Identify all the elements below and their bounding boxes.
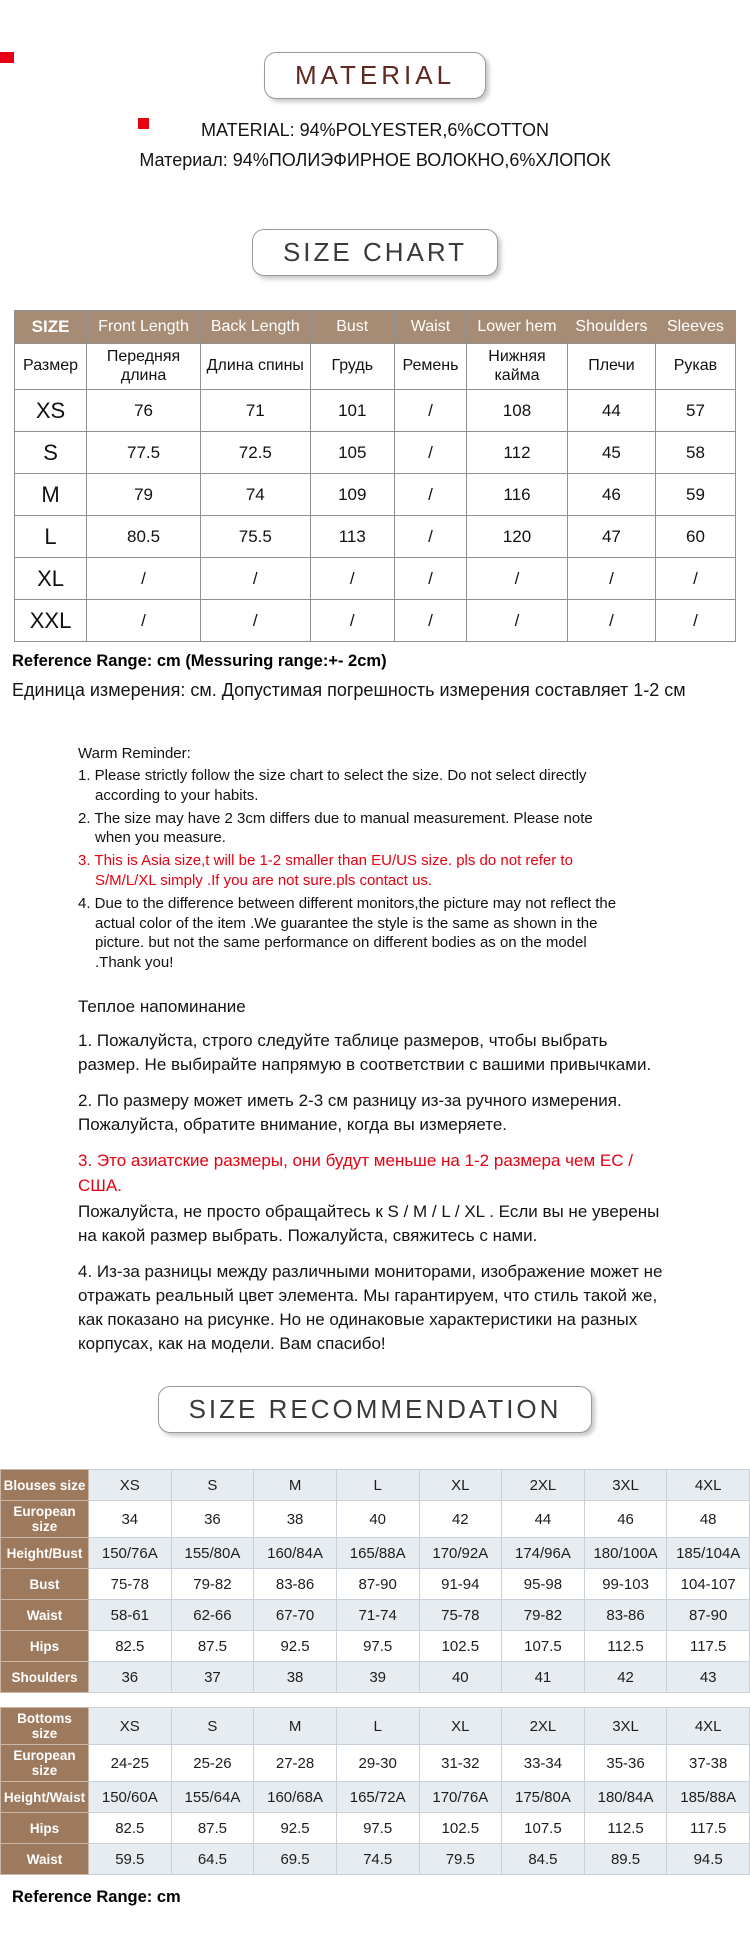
recommendation-value: 107.5 [502,1813,585,1844]
measurement-value: / [394,432,466,474]
material-info [0,115,750,175]
recommendation-value: 79.5 [419,1844,502,1875]
measurement-value: / [655,558,735,600]
row-label: Waist [1,1600,89,1631]
row-label: Bottoms size [1,1708,89,1745]
recommendation-value: 185/88A [667,1782,750,1813]
reminder-item: 3. Это азиатские размеры, они будут меньше на 1-2 размера чем ЕС / США. [78,1151,633,1195]
measurement-value: / [467,558,568,600]
measurement-value: 77.5 [87,432,201,474]
recommendation-value: 107.5 [502,1631,585,1662]
recommendation-value: 84.5 [502,1844,585,1875]
size-chart-note-ru: Единица измерения: см. Допустимая погрешность измерения составляет 1-2 см [12,680,686,700]
size-label: S [15,432,87,474]
column-header-ru: Плечи [567,344,655,390]
recommendation-value: 43 [667,1662,750,1693]
size-chart-row [15,600,736,642]
row-label: European size [1,1501,89,1538]
recommendation-value: 117.5 [667,1813,750,1844]
recommendation-row [1,1470,750,1501]
measurement-value: 75.5 [201,516,311,558]
size-chart-note-en: Reference Range: cm (Messuring range:+- 2cm) [12,652,387,670]
size-label: L [15,516,87,558]
recommendation-value: 155/80A [171,1538,254,1569]
measurement-value: 71 [201,390,311,432]
column-header-ru: Длина спины [201,344,311,390]
material-section-title: MATERIAL [294,60,456,90]
reminder-item: 2. По размеру может иметь 2-3 см разницу из-за ручного измерения. Пожалуйста, обратите внимание, когда вы измеряете. [78,1091,622,1135]
recommendation-value: 37 [171,1662,254,1693]
warm-reminder-title: Warm Reminder: [78,745,191,762]
recommendation-value: XL [419,1708,502,1745]
recommendation-value: S [171,1708,254,1745]
recommendation-value: 79-82 [502,1600,585,1631]
recommendation-value: 160/84A [254,1538,337,1569]
recommendation-row [1,1813,750,1844]
recommendation-row [1,1569,750,1600]
size-chart-body [15,390,736,642]
column-header-ru: Ремень [394,344,466,390]
size-chart-header-ru [15,344,736,390]
size-chart-row [15,474,736,516]
column-header-ru: Передняя длина [87,344,201,390]
recommendation-value: 33-34 [502,1745,585,1782]
recommendation-value: 87-90 [336,1569,419,1600]
recommendation-value: S [171,1470,254,1501]
recommendation-value: 42 [419,1501,502,1538]
size-recommendation-title-box [158,1386,593,1433]
column-header-en: Lower hem [467,311,568,344]
recommendation-value: 79-82 [171,1569,254,1600]
recommendation-value: 83-86 [254,1569,337,1600]
measurement-value: 44 [567,390,655,432]
recommendation-value: 59.5 [89,1844,172,1875]
row-label: Blouses size [1,1470,89,1501]
measurement-value: / [394,558,466,600]
recommendation-value: 3XL [584,1708,667,1745]
measurement-value: / [310,600,394,642]
column-header-ru: Нижняя кайма [467,344,568,390]
column-header-en: Shoulders [567,311,655,344]
recommendation-value: 175/80A [502,1782,585,1813]
reminder-item: 1. Пожалуйста, строго следуйте таблице размеров, чтобы выбрать размер. Не выбирайте напрямую в соответствии с вашими привычками. [78,1030,652,1075]
material-title-box [264,52,486,99]
row-label: Hips [1,1813,89,1844]
recommendation-value: 29-30 [336,1745,419,1782]
reminder-item: 3. This is Asia size,t will be 1-2 smaller than EU/US size. pls do not refer to S/M/L/XL simply .If you are not sure.pls contact us. [78,852,573,889]
blouses-size-table [0,1469,750,1693]
recommendation-value: 35-36 [584,1745,667,1782]
recommendation-value: 38 [254,1501,337,1538]
measurement-value: 47 [567,516,655,558]
size-recommendation-title: SIZE RECOMMENDATION [188,1394,562,1425]
recommendation-value: XL [419,1470,502,1501]
measurement-value: / [394,600,466,642]
column-header-ru: Грудь [310,344,394,390]
recommendation-value: 87.5 [171,1813,254,1844]
measurement-value: 113 [310,516,394,558]
column-header-en: Back Length [201,311,311,344]
recommendation-value: 4XL [667,1708,750,1745]
measurement-value: 101 [310,390,394,432]
material-line-ru: Материал: 94%ПОЛИЭФИРНОЕ ВОЛОКНО,6%ХЛОПОК [139,150,611,170]
measurement-value: 120 [467,516,568,558]
row-label: Height/Bust [1,1538,89,1569]
column-header-ru: Размер [15,344,87,390]
recommendation-value: 36 [171,1501,254,1538]
size-chart-row [15,558,736,600]
column-header-en: Waist [394,311,466,344]
measurement-value: 79 [87,474,201,516]
recommendation-value: 34 [89,1501,172,1538]
recommendation-value: 117.5 [667,1631,750,1662]
recommendation-value: 95-98 [502,1569,585,1600]
recommendation-value: 39 [336,1662,419,1693]
recommendation-value: 92.5 [254,1631,337,1662]
recommendation-value: 82.5 [89,1813,172,1844]
recommendation-value: XS [89,1470,172,1501]
column-header-en: Front Length [87,311,201,344]
row-label: Hips [1,1631,89,1662]
measurement-value: 45 [567,432,655,474]
measurement-value: / [87,558,201,600]
recommendation-value: 38 [254,1662,337,1693]
reminder-ru-block [78,997,670,1357]
recommendation-value: XS [89,1708,172,1745]
measurement-value: 109 [310,474,394,516]
measurement-value: 116 [467,474,568,516]
recommendation-value: 155/64A [171,1782,254,1813]
recommendation-value: 104-107 [667,1569,750,1600]
row-label: Shoulders [1,1662,89,1693]
recommendation-value: 112.5 [584,1631,667,1662]
recommendation-value: 3XL [584,1470,667,1501]
recommendation-value: 31-32 [419,1745,502,1782]
recommendation-value: 74.5 [336,1844,419,1875]
recommendation-value: 42 [584,1662,667,1693]
recommendation-row [1,1782,750,1813]
recommendation-value: 4XL [667,1470,750,1501]
recommendation-value: M [254,1470,337,1501]
reminder-ru-items [78,1029,670,1357]
recommendation-value: 69.5 [254,1844,337,1875]
recommendation-value: 36 [89,1662,172,1693]
measurement-value: 105 [310,432,394,474]
recommendation-value: 97.5 [336,1813,419,1844]
bottom-reference-note: Reference Range: cm [12,1888,181,1907]
red-mark-material [138,118,149,129]
recommendation-value: 180/84A [584,1782,667,1813]
size-chart-section-title: SIZE CHART [282,237,468,267]
recommendation-value: 160/68A [254,1782,337,1813]
column-header-en: Sleeves [655,311,735,344]
recommendation-value: 41 [502,1662,585,1693]
rec-table-2-body [1,1708,750,1875]
size-chart-table [14,310,736,642]
size-chart-row [15,432,736,474]
recommendation-row [1,1538,750,1569]
recommendation-value: 58-61 [89,1600,172,1631]
recommendation-value: 27-28 [254,1745,337,1782]
recommendation-value: 102.5 [419,1631,502,1662]
measurement-value: 80.5 [87,516,201,558]
reminder-item: Пожалуйста, не просто обращайтесь к S / M / L / XL . Если вы не уверены на какой размер выбрать. Пожалуйста, свяжитесь с нами. [78,1201,660,1245]
measurement-value: 58 [655,432,735,474]
recommendation-value: 97.5 [336,1631,419,1662]
row-label: Bust [1,1569,89,1600]
recommendation-value: 89.5 [584,1844,667,1875]
reminder-item: 4. Due to the difference between different monitors,the picture may not reflect the actual color of the item .We guarantee the style is the same as shown in the picture. but not the same performance on different bodies as on the model .Thank you! [78,894,617,972]
recommendation-value: L [336,1708,419,1745]
recommendation-value: 92.5 [254,1813,337,1844]
recommendation-value: L [336,1470,419,1501]
measurement-value: / [467,600,568,642]
warm-reminder-block [78,745,623,973]
recommendation-value: 37-38 [667,1745,750,1782]
recommendation-row [1,1501,750,1538]
size-chart-title-box [252,229,498,276]
size-chart-row [15,516,736,558]
measurement-value: / [567,600,655,642]
recommendation-value: 71-74 [336,1600,419,1631]
measurement-value: / [87,600,201,642]
recommendation-row [1,1662,750,1693]
recommendation-row [1,1600,750,1631]
recommendation-value: 75-78 [89,1569,172,1600]
column-header-ru: Рукав [655,344,735,390]
recommendation-value: 67-70 [254,1600,337,1631]
recommendation-value: 185/104A [667,1538,750,1569]
measurement-value: 60 [655,516,735,558]
measurement-value: 108 [467,390,568,432]
recommendation-value: 102.5 [419,1813,502,1844]
recommendation-value: 2XL [502,1470,585,1501]
recommendation-value: 64.5 [171,1844,254,1875]
column-header-en: Bust [310,311,394,344]
recommendation-value: 174/96A [502,1538,585,1569]
measurement-value: 76 [87,390,201,432]
recommendation-value: 112.5 [584,1813,667,1844]
reminder-item: 2. The size may have 2 3cm differs due to manual measurement. Please note when you measure. [78,809,593,847]
size-chart-row [15,390,736,432]
reminder-item: 4. Из-за разницы между различными мониторами, изображение может не отражать реальный цвет элемента. Мы гарантируем, что стиль такой же, как показано на рисунке. Но не одинаковые характеристики на разных корпусах, как на модели. Вам спасибо! [78,1261,663,1354]
recommendation-value: 40 [419,1662,502,1693]
bottoms-size-table [0,1707,750,1875]
measurement-value: 112 [467,432,568,474]
column-header-en: SIZE [15,311,87,344]
recommendation-row [1,1631,750,1662]
warm-reminder-items [78,766,623,973]
size-chart-head [15,311,736,390]
recommendation-value: 99-103 [584,1569,667,1600]
measurement-value: / [394,474,466,516]
recommendation-value: 150/76A [89,1538,172,1569]
recommendation-value: 40 [336,1501,419,1538]
recommendation-row [1,1708,750,1745]
recommendation-value: 94.5 [667,1844,750,1875]
recommendation-value: 75-78 [419,1600,502,1631]
recommendation-value: 180/100A [584,1538,667,1569]
measurement-value: / [201,558,311,600]
rec-table-1-body [1,1470,750,1693]
reminder-item: 1. Please strictly follow the size chart to select the size. Do not select directly according to your habits. [78,767,587,804]
recommendation-value: 170/76A [419,1782,502,1813]
recommendation-value: 25-26 [171,1745,254,1782]
recommendation-row [1,1745,750,1782]
recommendation-value: 82.5 [89,1631,172,1662]
recommendation-value: 2XL [502,1708,585,1745]
red-mark-top-left [0,52,14,63]
size-label: M [15,474,87,516]
recommendation-value: 83-86 [584,1600,667,1631]
recommendation-value: 44 [502,1501,585,1538]
material-line-en: MATERIAL: 94%POLYESTER,6%COTTON [200,120,550,140]
measurement-value: 74 [201,474,311,516]
product-size-info-page [0,52,750,1907]
recommendation-value: 46 [584,1501,667,1538]
size-label: XXL [15,600,87,642]
measurement-value: 72.5 [201,432,311,474]
row-label: Height/Waist [1,1782,89,1813]
recommendation-row [1,1844,750,1875]
recommendation-value: 48 [667,1501,750,1538]
measurement-value: / [394,516,466,558]
row-label: European size [1,1745,89,1782]
recommendation-value: M [254,1708,337,1745]
measurement-value: 46 [567,474,655,516]
recommendation-value: 91-94 [419,1569,502,1600]
recommendation-value: 150/60A [89,1782,172,1813]
recommendation-value: 87-90 [667,1600,750,1631]
measurement-value: / [655,600,735,642]
size-label: XS [15,390,87,432]
row-label: Waist [1,1844,89,1875]
measurement-value: / [310,558,394,600]
recommendation-value: 24-25 [89,1745,172,1782]
recommendation-value: 165/88A [336,1538,419,1569]
recommendation-value: 62-66 [171,1600,254,1631]
measurement-value: 57 [655,390,735,432]
size-label: XL [15,558,87,600]
measurement-value: / [394,390,466,432]
measurement-value: 59 [655,474,735,516]
recommendation-value: 170/92A [419,1538,502,1569]
measurement-value: / [567,558,655,600]
recommendation-value: 165/72A [336,1782,419,1813]
measurement-value: / [201,600,311,642]
size-chart-header-en [15,311,736,344]
recommendation-value: 87.5 [171,1631,254,1662]
reminder-ru-title: Теплое напоминание [78,996,246,1016]
